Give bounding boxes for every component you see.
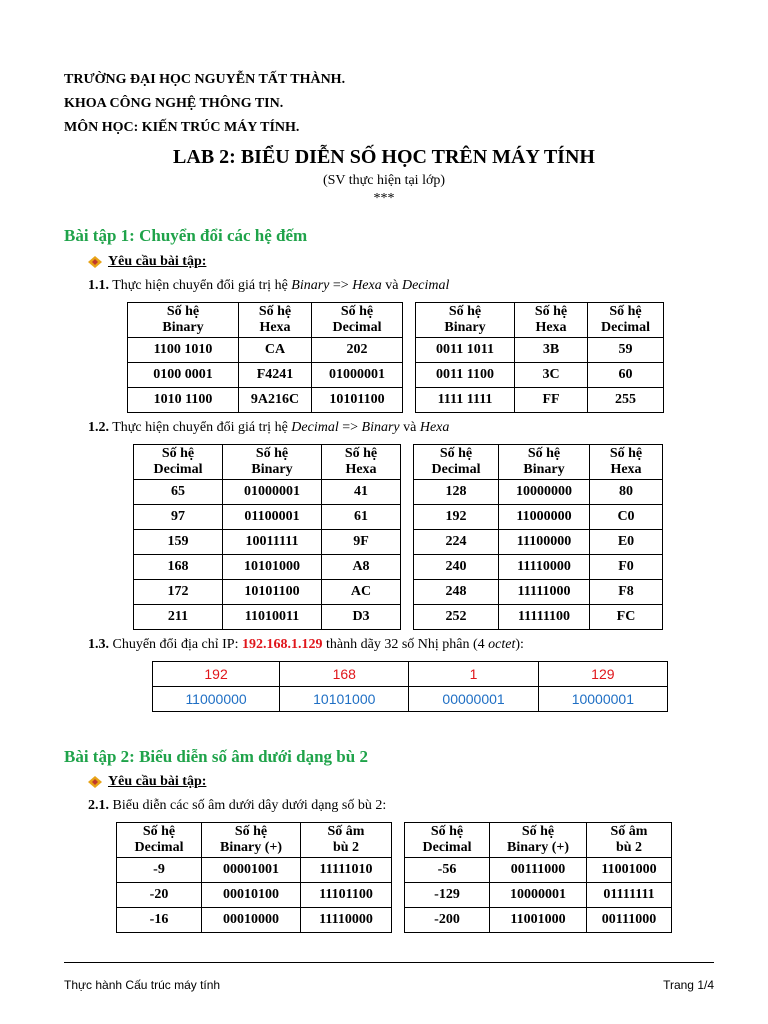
column-header-line: Decimal [134, 840, 184, 855]
table-cell: -20 [117, 883, 202, 908]
table-cell: 41 [322, 480, 401, 505]
table-cell: 10101100 [312, 388, 403, 413]
column-header [590, 445, 663, 480]
page-subtitle: (SV thực hiện tại lớp) [322, 173, 446, 188]
column-header-line: Decimal [431, 462, 481, 477]
table-cell: 11110000 [499, 555, 590, 580]
faculty-name: KHOA CÔNG NGHỆ THÔNG TIN. [64, 96, 284, 111]
column-header-line: Binary [251, 462, 293, 477]
column-header [405, 823, 490, 858]
table-cell: -129 [405, 883, 490, 908]
table-row [134, 480, 663, 505]
table-cell: 11110000 [301, 908, 392, 933]
table-gap [401, 445, 414, 480]
table-header-row [117, 823, 672, 858]
column-header-line: Số hệ [142, 824, 176, 839]
ip-decimal-cell: 1 [409, 662, 538, 687]
table-cell: 00111000 [490, 858, 587, 883]
column-header-line: Binary [444, 320, 486, 335]
table-cell: 01100001 [223, 505, 322, 530]
column-header-line: Decimal [153, 462, 203, 477]
table-gap [401, 580, 414, 605]
table-cell: 172 [134, 580, 223, 605]
task-2-1-description: 2.1. Biểu diễn các số âm dưới dây dưới dạng số bù 2: [88, 798, 387, 813]
table-cell: F4241 [239, 363, 312, 388]
column-header-line: Số hệ [527, 446, 561, 461]
table-cell: 11111010 [301, 858, 392, 883]
table-gap [403, 303, 416, 338]
table-cell: FC [590, 605, 663, 630]
table-cell: CA [239, 338, 312, 363]
university-name: TRƯỜNG ĐẠI HỌC NGUYỄN TẤT THÀNH. [64, 72, 346, 87]
table-cell: 192 [414, 505, 499, 530]
table-cell: 00001001 [202, 858, 301, 883]
stars-separator: *** [373, 191, 395, 206]
table-cell: 10101000 [223, 555, 322, 580]
table-row [134, 580, 663, 605]
ip-decimal-cell: 168 [280, 662, 409, 687]
column-header-line: Số hệ [439, 446, 473, 461]
column-header-line: Số hệ [448, 304, 482, 319]
table-gap [392, 883, 405, 908]
table-gap [401, 505, 414, 530]
table-cell: 0100 0001 [128, 363, 239, 388]
ip-binary-cell: 10101000 [280, 687, 409, 712]
table-cell: 11101100 [301, 883, 392, 908]
ip-table [152, 661, 668, 712]
column-header-line: Decimal [601, 320, 650, 335]
ip-decimal-cell: 129 [538, 662, 667, 687]
table-cell: 00010100 [202, 883, 301, 908]
section1-heading: Bài tập 1: Chuyển đổi các hệ đếm [64, 226, 308, 245]
table-cell: F0 [590, 555, 663, 580]
footer-divider [64, 962, 714, 963]
table-2-1 [116, 822, 672, 933]
table-cell: 80 [590, 480, 663, 505]
table-row [134, 530, 663, 555]
column-header-line: Decimal [422, 840, 472, 855]
column-header [312, 303, 403, 338]
table-cell: 00010000 [202, 908, 301, 933]
table-cell: 224 [414, 530, 499, 555]
column-header [416, 303, 515, 338]
column-header-line: Binary [523, 462, 565, 477]
table-cell: 9A216C [239, 388, 312, 413]
table-header-row [134, 445, 663, 480]
column-header-line: Số hệ [166, 304, 200, 319]
table-1-2 [133, 444, 663, 630]
column-header-line: Số hệ [534, 304, 568, 319]
column-header-line: Số hệ [521, 824, 555, 839]
table-cell: 159 [134, 530, 223, 555]
column-header-line: Số âm [610, 824, 648, 839]
table-cell: 10000001 [490, 883, 587, 908]
column-header [499, 445, 590, 480]
section1-requirement: Yêu cầu bài tập: [88, 254, 206, 270]
column-header-line: Số hệ [430, 824, 464, 839]
table-gap [401, 530, 414, 555]
task-1-3-description: 1.3. Chuyển đổi địa chỉ IP: 192.168.1.129 thành dãy 32 số Nhị phân (4 octet): [88, 637, 524, 652]
table-cell: 10011111 [223, 530, 322, 555]
task-1-1-description: 1.1. Thực hiện chuyển đổi giá trị hệ Binary => Hexa và Decimal [88, 278, 450, 293]
table-cell: 10101100 [223, 580, 322, 605]
table-cell: -56 [405, 858, 490, 883]
table-cell: 01000001 [223, 480, 322, 505]
table-cell: 202 [312, 338, 403, 363]
diamond-bullet-icon [88, 256, 102, 268]
table-cell: 59 [588, 338, 664, 363]
column-header [202, 823, 301, 858]
table-row [128, 388, 664, 413]
table-gap [392, 858, 405, 883]
table-cell: C0 [590, 505, 663, 530]
section2-heading: Bài tập 2: Biểu diễn số âm dưới dạng bù 2 [64, 747, 368, 766]
table-cell: 61 [322, 505, 401, 530]
ip-binary-row [153, 687, 668, 712]
table-gap [401, 605, 414, 630]
footer-left: Thực hành Cấu trúc máy tính [64, 978, 221, 992]
table-cell: 9F [322, 530, 401, 555]
column-header-line: Hexa [610, 462, 642, 477]
table-gap [401, 555, 414, 580]
table-cell: 0011 1100 [416, 363, 515, 388]
column-header [134, 445, 223, 480]
table-cell: 168 [134, 555, 223, 580]
table-cell: 11100000 [499, 530, 590, 555]
column-header [223, 445, 322, 480]
table-cell: D3 [322, 605, 401, 630]
table-row [134, 505, 663, 530]
table-cell: 60 [588, 363, 664, 388]
column-header-line: Số âm [327, 824, 365, 839]
column-header-line: Số hệ [344, 446, 378, 461]
table-1-1 [127, 302, 664, 413]
table-cell: 11001000 [490, 908, 587, 933]
table-cell: 11111000 [499, 580, 590, 605]
column-header [588, 303, 664, 338]
table-cell: 01111111 [587, 883, 672, 908]
table-cell: 10000000 [499, 480, 590, 505]
table-cell: 00111000 [587, 908, 672, 933]
table-cell: FF [515, 388, 588, 413]
table-row [117, 858, 672, 883]
column-header-line: Binary [162, 320, 204, 335]
column-header-line: Hexa [345, 462, 377, 477]
table-cell: A8 [322, 555, 401, 580]
table-cell: 240 [414, 555, 499, 580]
ip-decimal-cell: 192 [153, 662, 280, 687]
ip-binary-cell: 10000001 [538, 687, 667, 712]
column-header [515, 303, 588, 338]
column-header-line: Số hệ [255, 446, 289, 461]
table-cell: -9 [117, 858, 202, 883]
column-header-line: Số hệ [609, 304, 642, 319]
table-cell: 252 [414, 605, 499, 630]
table-header-row [128, 303, 664, 338]
table-cell: -200 [405, 908, 490, 933]
section2-requirement: Yêu cầu bài tập: [88, 774, 206, 790]
column-header-line: Số hệ [234, 824, 268, 839]
column-header-line: Hexa [535, 320, 567, 335]
table-row [117, 908, 672, 933]
column-header-line: Số hệ [609, 446, 643, 461]
table-cell: 1100 1010 [128, 338, 239, 363]
table-row [128, 363, 664, 388]
ip-binary-cell: 11000000 [153, 687, 280, 712]
table-cell: 128 [414, 480, 499, 505]
table-cell: AC [322, 580, 401, 605]
table-cell: 255 [588, 388, 664, 413]
table-cell: 1010 1100 [128, 388, 239, 413]
table-gap [392, 823, 405, 858]
page-title: LAB 2: BIỂU DIỄN SỐ HỌC TRÊN MÁY TÍNH [173, 146, 595, 168]
table-cell: 1111 1111 [416, 388, 515, 413]
table-gap [401, 480, 414, 505]
table-cell: 3C [515, 363, 588, 388]
table-cell: 97 [134, 505, 223, 530]
column-header-line: Hexa [259, 320, 291, 335]
table-cell: 11000000 [499, 505, 590, 530]
column-header [322, 445, 401, 480]
diamond-bullet-icon [88, 776, 102, 788]
column-header-line: Decimal [332, 320, 382, 335]
task-1-2-description: 1.2. Thực hiện chuyển đổi giá trị hệ Decimal => Binary và Hexa [88, 420, 450, 435]
column-header-line: Số hệ [161, 446, 195, 461]
table-cell: 211 [134, 605, 223, 630]
column-header [128, 303, 239, 338]
table-cell: -16 [117, 908, 202, 933]
column-header [301, 823, 392, 858]
table-cell: 11001000 [587, 858, 672, 883]
column-header [490, 823, 587, 858]
course-name: MÔN HỌC: KIẾN TRÚC MÁY TÍNH. [64, 120, 300, 135]
table-row [134, 555, 663, 580]
table-cell: E0 [590, 530, 663, 555]
column-header-line: bù 2 [615, 840, 643, 855]
table-cell: 11111100 [499, 605, 590, 630]
table-cell: 01000001 [312, 363, 403, 388]
table-gap [403, 388, 416, 413]
table-row [128, 338, 664, 363]
column-header-line: bù 2 [332, 840, 360, 855]
ip-decimal-row [153, 662, 668, 687]
table-gap [403, 338, 416, 363]
column-header [239, 303, 312, 338]
ip-binary-cell: 00000001 [409, 687, 538, 712]
table-row [134, 605, 663, 630]
table-cell: 3B [515, 338, 588, 363]
table-cell: 65 [134, 480, 223, 505]
table-row [117, 883, 672, 908]
column-header-line: Số hệ [340, 304, 374, 319]
table-gap [403, 363, 416, 388]
column-header [117, 823, 202, 858]
column-header [414, 445, 499, 480]
column-header-line: Binary (+) [506, 840, 570, 855]
table-cell: F8 [590, 580, 663, 605]
column-header-line: Binary (+) [219, 840, 283, 855]
column-header-line: Số hệ [258, 304, 292, 319]
table-cell: 11010011 [223, 605, 322, 630]
column-header [587, 823, 672, 858]
table-cell: 248 [414, 580, 499, 605]
footer-page-number: Trang 1/4 [663, 978, 714, 992]
table-gap [392, 908, 405, 933]
table-cell: 0011 1011 [416, 338, 515, 363]
